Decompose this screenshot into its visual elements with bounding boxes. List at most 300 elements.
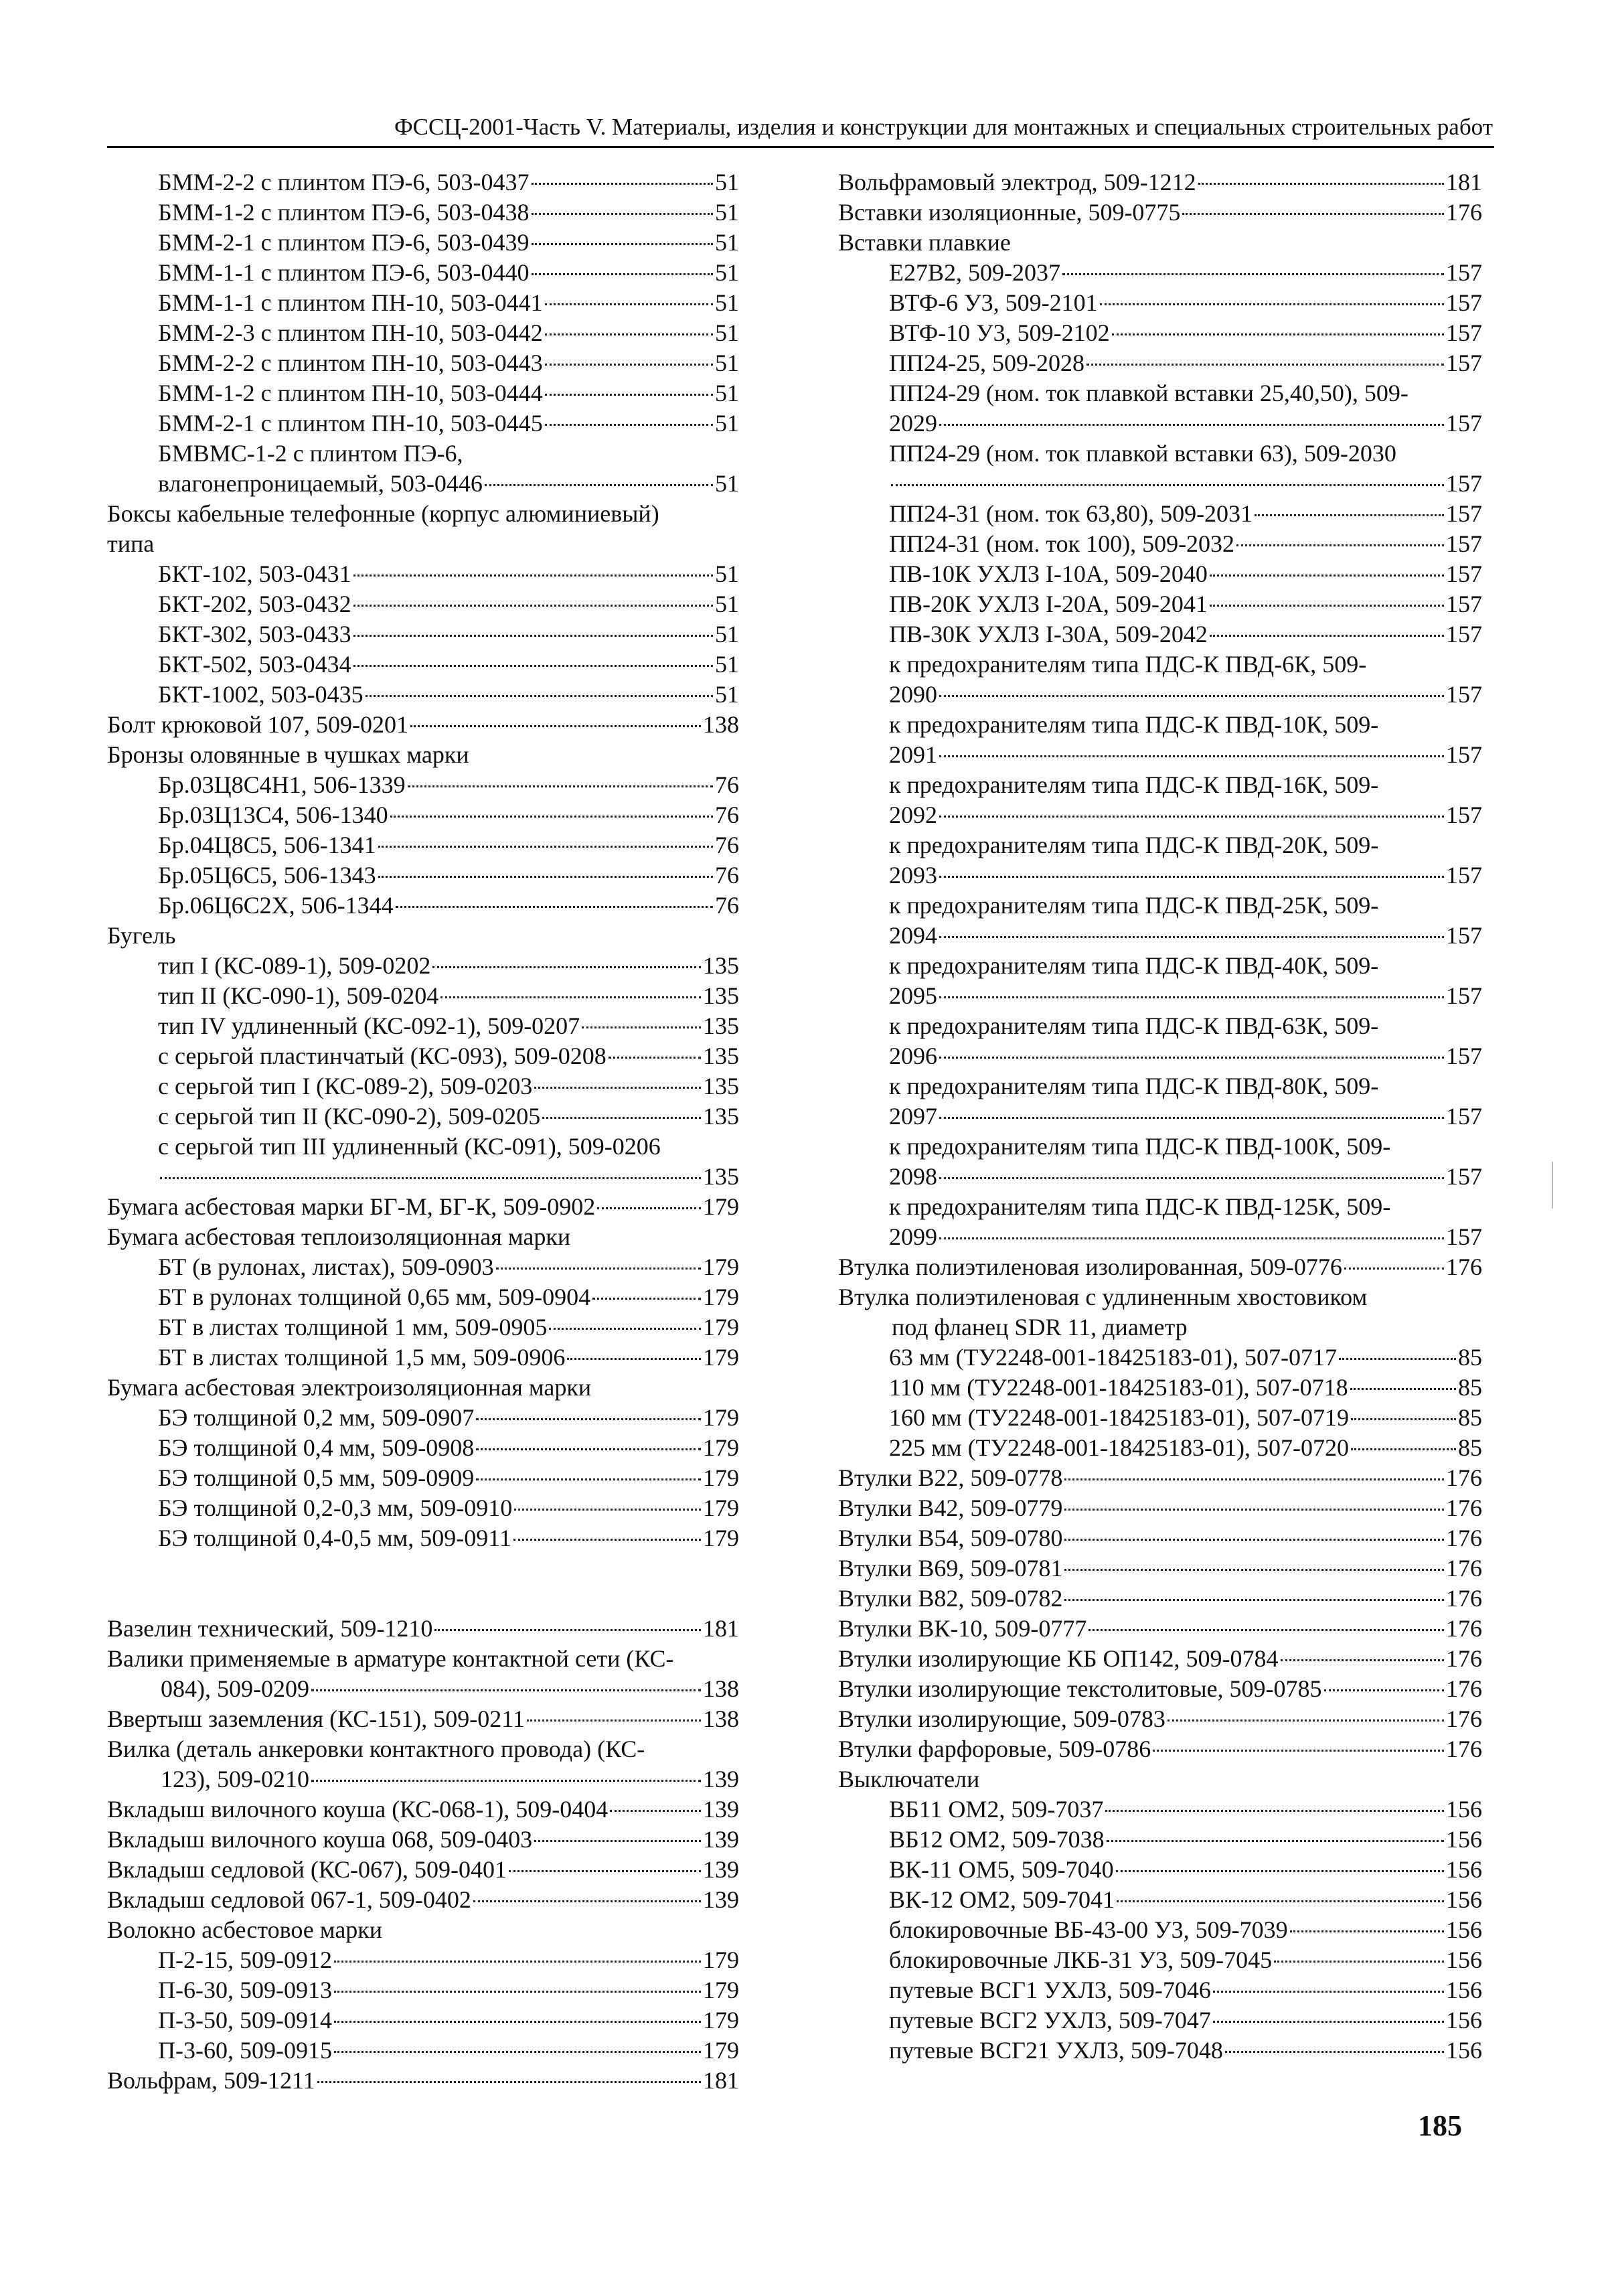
dot-leader xyxy=(1182,213,1444,215)
index-entry xyxy=(838,1403,1482,1433)
index-entry xyxy=(107,499,739,529)
index-entry-text: БКТ-1002, 503-0435 xyxy=(158,681,364,708)
index-entry-text: БЭ толщиной 0,2-0,3 мм, 509-0910 xyxy=(158,1495,513,1521)
index-entry-text: БЭ толщиной 0,2 мм, 509-0907 xyxy=(158,1404,475,1431)
index-entry-text: к предохранителям типа ПДС-К ПВД-20К, 509- xyxy=(889,832,1379,858)
index-entry-text: ВТФ-6 У3, 509-2101 xyxy=(889,289,1098,316)
index-entry-text: Втулки ВК-10, 509-0777 xyxy=(838,1615,1087,1642)
index-entry-page: 85 xyxy=(1458,1404,1482,1431)
index-entry-text: Бр.03Ц8С4Н1, 506-1339 xyxy=(158,771,406,798)
index-entry xyxy=(107,800,739,830)
index-entry xyxy=(107,1734,739,1764)
dot-leader xyxy=(496,1268,701,1270)
index-entry-page: 157 xyxy=(1446,1043,1482,1069)
index-entry xyxy=(838,1764,1482,1794)
index-entry-page: 138 xyxy=(703,1675,739,1702)
index-entry-text: БММ-1-2 с плинтом ПЭ-6, 503-0438 xyxy=(158,199,530,226)
dot-leader xyxy=(1064,1509,1444,1511)
index-entry xyxy=(107,1945,739,1975)
dot-leader xyxy=(1351,1448,1456,1450)
index-entry-page: 179 xyxy=(703,1495,739,1521)
index-entry xyxy=(107,408,739,439)
index-entry-page: 85 xyxy=(1458,1344,1482,1371)
index-entry-text: блокировочные ЛКБ-31 У3, 509-7045 xyxy=(889,1946,1273,1973)
index-entry-page: 157 xyxy=(1446,862,1482,889)
index-entry-text: Вольфрамовый электрод, 509-1212 xyxy=(838,169,1196,196)
index-entry xyxy=(838,439,1482,469)
index-entry xyxy=(838,1915,1482,1945)
index-entry xyxy=(107,228,739,258)
index-entry-page: 157 xyxy=(1446,681,1482,708)
index-entry xyxy=(838,288,1482,318)
index-entry xyxy=(107,1252,739,1282)
index-entry xyxy=(838,228,1482,258)
index-entry xyxy=(838,408,1482,439)
dot-leader xyxy=(410,725,701,727)
index-entry xyxy=(838,891,1482,921)
index-entry-text: путевые ВСГ2 УХЛ3, 509-7047 xyxy=(889,2007,1211,2034)
index-entry-page: 76 xyxy=(715,862,739,889)
index-entry-text: Втулка полиэтиленовая с удлиненным хвостовиком xyxy=(838,1284,1368,1310)
index-entry-text: Бр.03Ц13С4, 506-1340 xyxy=(158,801,388,828)
index-entry-text: П-3-50, 509-0914 xyxy=(158,2007,332,2034)
index-entry-page: 179 xyxy=(703,1193,739,1220)
dot-leader xyxy=(542,1117,701,1119)
index-entry-text: Бр.05Ц6С5, 506-1343 xyxy=(158,862,376,889)
dot-leader xyxy=(1290,1930,1444,1932)
dot-leader xyxy=(434,1629,701,1631)
index-entry-page: 139 xyxy=(703,1826,739,1853)
index-entry-text: Вольфрам, 509-1211 xyxy=(107,2067,315,2094)
index-entry-text: Втулки изолирующие КБ ОП142, 509-0784 xyxy=(838,1645,1279,1672)
index-entry xyxy=(838,1343,1482,1373)
index-entry-page: 156 xyxy=(1446,1826,1482,1853)
dot-leader xyxy=(1089,1629,1444,1631)
index-entry xyxy=(107,167,739,198)
index-entry-text: ПВ-20К УХЛ3 I-20А, 509-2041 xyxy=(889,591,1208,617)
dot-leader xyxy=(1274,1961,1444,1963)
index-entry xyxy=(107,860,739,891)
index-entry-page: 157 xyxy=(1446,1223,1482,1250)
dot-leader xyxy=(939,876,1444,878)
index-entry xyxy=(838,378,1482,408)
index-entry-text: 110 мм (ТУ2248-001-18425183-01), 507-0718 xyxy=(889,1374,1348,1401)
dot-leader xyxy=(1281,1659,1445,1661)
index-entry-page: 51 xyxy=(715,229,739,256)
index-entry xyxy=(107,740,739,770)
dot-leader xyxy=(1350,1388,1456,1390)
dot-leader xyxy=(1064,1569,1444,1571)
index-entry-page: 156 xyxy=(1446,1946,1482,1973)
index-entry-page: 85 xyxy=(1458,1374,1482,1401)
index-entry-text: П-6-30, 509-0913 xyxy=(158,1977,332,2003)
index-entry-text: БТ (в рулонах, листах), 509-0903 xyxy=(158,1253,494,1280)
index-entry-text: БММ-2-1 с плинтом ПЭ-6, 503-0439 xyxy=(158,229,530,256)
index-entry-text: 63 мм (ТУ2248-001-18425183-01), 507-0717 xyxy=(889,1344,1337,1371)
index-entry-text: БММ-2-2 с плинтом ПЭ-6, 503-0437 xyxy=(158,169,530,196)
index-entry-text: с серьгой пластинчатый (КС-093), 509-0208 xyxy=(158,1043,607,1069)
index-entry-text: ПП24-31 (ном. ток 63,80), 509-2031 xyxy=(889,500,1253,527)
index-entry xyxy=(107,318,739,348)
index-entry-text: к предохранителям типа ПДС-К ПВД-63К, 509- xyxy=(889,1012,1379,1039)
index-entry-page: 135 xyxy=(703,952,739,979)
blank-line xyxy=(107,1584,739,1614)
index-entry-text: Втулки изолирующие, 509-0783 xyxy=(838,1705,1165,1732)
index-entry xyxy=(107,589,739,619)
index-entry-text: ПП24-31 (ном. ток 100), 509-2032 xyxy=(889,530,1235,557)
index-entry-text: Бронзы оловянные в чушках марки xyxy=(107,741,469,768)
dot-leader xyxy=(1225,2051,1444,2053)
index-entry xyxy=(107,1855,739,1885)
dot-leader xyxy=(532,243,713,245)
index-entry-page: 181 xyxy=(703,2067,739,2094)
index-entry-text: 123), 509-0210 xyxy=(161,1766,309,1792)
index-entry xyxy=(838,1674,1482,1704)
index-entry xyxy=(107,1162,739,1192)
index-entry-page: 76 xyxy=(715,892,739,919)
index-entry xyxy=(838,1132,1482,1162)
index-entry xyxy=(838,1704,1482,1734)
index-entry xyxy=(107,288,739,318)
index-entry-text: ВБ11 ОМ2, 509-7037 xyxy=(889,1796,1104,1823)
index-entry-page: 76 xyxy=(715,832,739,858)
index-entry-text: влагонепроницаемый, 503-0446 xyxy=(158,470,483,497)
dot-leader xyxy=(473,1900,701,1902)
index-entry-text: тип IV удлиненный (КС-092-1), 509-0207 xyxy=(158,1012,580,1039)
index-entry xyxy=(107,1794,739,1825)
dot-leader xyxy=(1213,1991,1444,1993)
index-entry-text: к предохранителям типа ПДС-К ПВД-6К, 509- xyxy=(889,651,1367,678)
index-entry-text: к предохранителям типа ПДС-К ПВД-40К, 509- xyxy=(889,952,1379,979)
index-entry xyxy=(107,2066,739,2096)
index-entry-page: 179 xyxy=(703,1253,739,1280)
index-entry-text: к предохранителям типа ПДС-К ПВД-100К, 509- xyxy=(889,1133,1391,1160)
dot-leader xyxy=(1210,635,1444,637)
index-entry-text: БММ-2-1 с плинтом ПН-10, 503-0445 xyxy=(158,410,543,437)
index-entry xyxy=(107,258,739,288)
index-entry-page: 138 xyxy=(703,711,739,738)
dot-leader xyxy=(1117,1900,1444,1902)
dot-leader xyxy=(527,1719,701,1721)
dot-leader xyxy=(939,1057,1444,1059)
index-entry-page: 176 xyxy=(1446,199,1482,226)
index-entry xyxy=(107,439,739,469)
index-entry-page: 51 xyxy=(715,651,739,678)
dot-leader xyxy=(1324,1689,1444,1691)
index-entry-page: 157 xyxy=(1446,801,1482,828)
dot-leader xyxy=(534,1087,701,1089)
index-entry xyxy=(838,318,1482,348)
index-entry-page: 179 xyxy=(703,1344,739,1371)
index-entry xyxy=(838,649,1482,680)
index-entry-page: 85 xyxy=(1458,1434,1482,1461)
index-entry xyxy=(838,951,1482,981)
index-entry-text: Втулка полиэтиленовая изолированная, 509-0776 xyxy=(838,1253,1342,1280)
index-entry xyxy=(838,1553,1482,1584)
index-entry xyxy=(838,1373,1482,1403)
index-entry-page: 135 xyxy=(703,1103,739,1130)
index-entry xyxy=(107,198,739,228)
dot-leader xyxy=(408,785,713,787)
dot-leader xyxy=(532,273,713,275)
index-entry xyxy=(107,1825,739,1855)
index-entry-text: Втулки В69, 509-0781 xyxy=(838,1555,1063,1582)
index-entry-text: БЭ толщиной 0,4 мм, 509-0908 xyxy=(158,1434,475,1461)
index-entry xyxy=(838,1825,1482,1855)
dot-leader xyxy=(334,2021,701,2023)
index-entry-text: ПВ-10К УХЛ3 I-10А, 509-2040 xyxy=(889,560,1208,587)
index-entry-text: Втулки В82, 509-0782 xyxy=(838,1585,1063,1612)
index-entry-text: ПП24-29 (ном. ток плавкой вставки 63), 509-2030 xyxy=(889,440,1396,467)
index-entry-text: БММ-2-2 с плинтом ПН-10, 503-0443 xyxy=(158,350,543,376)
index-entry xyxy=(107,1764,739,1794)
dot-leader xyxy=(476,1478,701,1480)
dot-leader xyxy=(1255,514,1444,516)
index-entry-text: Выключатели xyxy=(838,1766,980,1792)
index-entry xyxy=(838,619,1482,649)
index-entry xyxy=(107,1192,739,1222)
dot-leader xyxy=(1062,273,1444,275)
dot-leader xyxy=(1210,605,1444,607)
dot-leader xyxy=(545,333,713,335)
index-entry-text: 2098 xyxy=(889,1163,937,1190)
index-entry-text: 2091 xyxy=(889,741,937,768)
index-entry-page: 51 xyxy=(715,681,739,708)
dot-leader xyxy=(1105,1810,1444,1812)
index-entry-page: 176 xyxy=(1446,1675,1482,1702)
index-entry-text: БКТ-302, 503-0433 xyxy=(158,621,351,647)
index-entry-page: 156 xyxy=(1446,2037,1482,2064)
dot-leader xyxy=(311,1780,701,1782)
index-entry-page: 51 xyxy=(715,560,739,587)
index-entry-text: Бумага асбестовая теплоизоляционная марки xyxy=(107,1223,571,1250)
index-entry xyxy=(107,1614,739,1644)
index-entry-page: 51 xyxy=(715,380,739,406)
index-entry-text: путевые ВСГ21 УХЛ3, 509-7048 xyxy=(889,2037,1223,2064)
index-entry-text: 2092 xyxy=(889,801,937,828)
dot-leader xyxy=(353,575,713,577)
index-entry xyxy=(838,1463,1482,1493)
index-entry xyxy=(838,2005,1482,2036)
index-entry-page: 51 xyxy=(715,259,739,286)
index-entry-page: 156 xyxy=(1446,1856,1482,1883)
index-entry xyxy=(838,198,1482,228)
index-entry-page: 181 xyxy=(703,1615,739,1642)
index-entry-page: 51 xyxy=(715,350,739,376)
index-entry-page: 76 xyxy=(715,771,739,798)
dot-leader xyxy=(939,1117,1444,1119)
index-entry-text: П-3-60, 509-0915 xyxy=(158,2037,332,2064)
index-entry xyxy=(107,921,739,951)
index-entry xyxy=(838,800,1482,830)
index-entry-text: БЭ толщиной 0,4-0,5 мм, 509-0911 xyxy=(158,1525,511,1551)
index-entry-page: 157 xyxy=(1446,560,1482,587)
index-entry-text: 2029 xyxy=(889,410,937,437)
index-entry-page: 179 xyxy=(703,1434,739,1461)
index-entry-page: 157 xyxy=(1446,530,1482,557)
dot-leader xyxy=(545,424,713,426)
dot-leader xyxy=(1213,2021,1444,2023)
index-entry-page: 51 xyxy=(715,169,739,196)
index-entry-text: к предохранителям типа ПДС-К ПВД-125К, 509- xyxy=(889,1193,1391,1220)
index-entry-text: БММ-1-2 с плинтом ПН-10, 503-0444 xyxy=(158,380,543,406)
index-entry-text: БТ в листах толщиной 1,5 мм, 509-0906 xyxy=(158,1344,566,1371)
dot-leader xyxy=(1210,575,1444,577)
dot-leader xyxy=(440,996,701,998)
index-entry xyxy=(107,1101,739,1132)
index-entry-page: 176 xyxy=(1446,1615,1482,1642)
index-entry-text: ВТФ-10 У3, 509-2102 xyxy=(889,319,1110,346)
index-entry-page: 51 xyxy=(715,470,739,497)
index-entry-page: 139 xyxy=(703,1886,739,1913)
index-entry-text: Волокно асбестовое марки xyxy=(107,1916,383,1943)
index-entry xyxy=(107,1674,739,1704)
dot-leader xyxy=(378,876,713,878)
index-entry xyxy=(107,1312,739,1343)
index-entry-page: 179 xyxy=(703,1464,739,1491)
index-entry-page: 179 xyxy=(703,1977,739,2003)
index-entry xyxy=(107,1222,739,1252)
index-entry xyxy=(838,1252,1482,1282)
index-entry-page: 135 xyxy=(703,982,739,1009)
index-entry-page: 157 xyxy=(1446,1163,1482,1190)
index-entry xyxy=(838,740,1482,770)
dot-leader xyxy=(160,1177,701,1179)
index-entry-text: Вазелин технический, 509-1210 xyxy=(107,1615,433,1642)
index-entry-page: 176 xyxy=(1446,1495,1482,1521)
dot-leader xyxy=(609,1057,701,1059)
dot-leader xyxy=(1198,183,1444,185)
index-entry-text: БММ-2-3 с плинтом ПН-10, 503-0442 xyxy=(158,319,543,346)
index-entry xyxy=(838,1855,1482,1885)
index-entry-page: 179 xyxy=(703,1314,739,1341)
index-entry-text: ВК-12 ОМ2, 509-7041 xyxy=(889,1886,1115,1913)
index-entry-text: Втулки В22, 509-0778 xyxy=(838,1464,1063,1491)
index-entry xyxy=(838,1192,1482,1222)
index-entry-page: 157 xyxy=(1446,922,1482,949)
index-entry-text: блокировочные ВБ-43-00 У3, 509-7039 xyxy=(889,1916,1288,1943)
index-entry-text: 2097 xyxy=(889,1103,937,1130)
index-entry-page: 51 xyxy=(715,319,739,346)
dot-leader xyxy=(1351,1418,1456,1420)
index-entry-page: 157 xyxy=(1446,741,1482,768)
scan-margin-mark xyxy=(1552,1162,1553,1209)
index-entry xyxy=(838,589,1482,619)
dot-leader xyxy=(311,1689,701,1691)
index-entry-text: с серьгой тип II (КС-090-2), 509-0205 xyxy=(158,1103,541,1130)
dot-leader xyxy=(509,1870,701,1872)
dot-leader xyxy=(353,605,713,607)
dot-leader xyxy=(513,1539,701,1541)
index-entry-text: под фланец SDR 11, диаметр xyxy=(892,1314,1188,1341)
index-entry xyxy=(838,1101,1482,1132)
index-entry-text: 2090 xyxy=(889,681,937,708)
index-entry-page: 179 xyxy=(703,2037,739,2064)
index-entry xyxy=(107,951,739,981)
index-entry-page: 157 xyxy=(1446,289,1482,316)
index-entry xyxy=(107,1343,739,1373)
index-entry xyxy=(838,1734,1482,1764)
index-entry-page: 179 xyxy=(703,2007,739,2034)
index-entry-page: 157 xyxy=(1446,591,1482,617)
index-entry xyxy=(838,680,1482,710)
dot-leader xyxy=(549,1328,701,1330)
index-entry-text: 2095 xyxy=(889,982,937,1009)
index-entry-page: 176 xyxy=(1446,1253,1482,1280)
index-entry-page: 51 xyxy=(715,410,739,437)
index-entry-text: к предохранителям типа ПДС-К ПВД-10К, 509- xyxy=(889,711,1379,738)
dot-leader xyxy=(939,996,1444,998)
index-entry xyxy=(838,1614,1482,1644)
dot-leader xyxy=(1064,1599,1444,1601)
index-entry xyxy=(838,469,1482,499)
index-entry-page: 76 xyxy=(715,801,739,828)
dot-leader xyxy=(353,635,713,637)
index-entry xyxy=(107,1885,739,1915)
index-entry-page: 135 xyxy=(703,1012,739,1039)
dot-leader xyxy=(1236,544,1444,546)
index-entry xyxy=(838,1162,1482,1192)
index-entry-page: 179 xyxy=(703,1284,739,1310)
index-entry xyxy=(107,1523,739,1553)
index-entry-page: 176 xyxy=(1446,1705,1482,1732)
dot-leader xyxy=(334,2051,701,2053)
index-entry-text: Втулки В42, 509-0779 xyxy=(838,1495,1063,1521)
dot-leader xyxy=(939,695,1444,697)
dot-leader xyxy=(610,1810,701,1812)
index-entry-page: 135 xyxy=(703,1163,739,1190)
dot-leader xyxy=(545,364,713,366)
dot-leader xyxy=(1112,333,1444,335)
dot-leader xyxy=(597,1207,701,1209)
index-entry xyxy=(838,1011,1482,1041)
dot-leader xyxy=(567,1358,701,1360)
index-entry-text: Ввертыш заземления (КС-151), 509-0211 xyxy=(107,1705,525,1732)
index-entry xyxy=(838,559,1482,589)
index-entry-text: Вставки плавкие xyxy=(838,229,1011,256)
index-entry-page: 179 xyxy=(703,1404,739,1431)
index-entry-text: БЭ толщиной 0,5 мм, 509-0909 xyxy=(158,1464,475,1491)
index-entry-text: ПП24-29 (ном. ток плавкой вставки 25,40,50), 509- xyxy=(889,380,1408,406)
index-entry-text: Е27В2, 509-2037 xyxy=(889,259,1060,286)
index-entry-text: Болт крюковой 107, 509-0201 xyxy=(107,711,408,738)
index-entry xyxy=(838,258,1482,288)
index-entry xyxy=(838,1523,1482,1553)
dot-leader xyxy=(476,1418,701,1420)
index-entry-text: 225 мм (ТУ2248-001-18425183-01), 507-0720 xyxy=(889,1434,1349,1461)
index-entry xyxy=(107,1282,739,1312)
index-entry-page: 179 xyxy=(703,1525,739,1551)
header-rule xyxy=(107,146,1494,148)
dot-leader xyxy=(514,1509,701,1511)
dot-leader xyxy=(334,1991,701,1993)
index-entry-text: Бр.04Ц8С5, 506-1341 xyxy=(158,832,376,858)
index-entry-text: с серьгой тип I (КС-089-2), 509-0203 xyxy=(158,1073,533,1099)
index-entry xyxy=(107,2036,739,2066)
index-entry-page: 135 xyxy=(703,1073,739,1099)
index-entry-text: к предохранителям типа ПДС-К ПВД-80К, 509- xyxy=(889,1073,1379,1099)
dot-leader xyxy=(545,303,713,305)
dot-leader xyxy=(378,846,713,848)
dot-leader xyxy=(1116,1870,1444,1872)
dot-leader xyxy=(334,1961,701,1963)
dot-leader xyxy=(317,2081,701,2083)
index-entry xyxy=(107,1373,739,1403)
index-entry-text: 160 мм (ТУ2248-001-18425183-01), 507-0719 xyxy=(889,1404,1349,1431)
index-entry-text: БКТ-202, 503-0432 xyxy=(158,591,351,617)
index-entry-text: ВБ12 ОМ2, 509-7038 xyxy=(889,1826,1105,1853)
index-entry-page: 51 xyxy=(715,621,739,647)
